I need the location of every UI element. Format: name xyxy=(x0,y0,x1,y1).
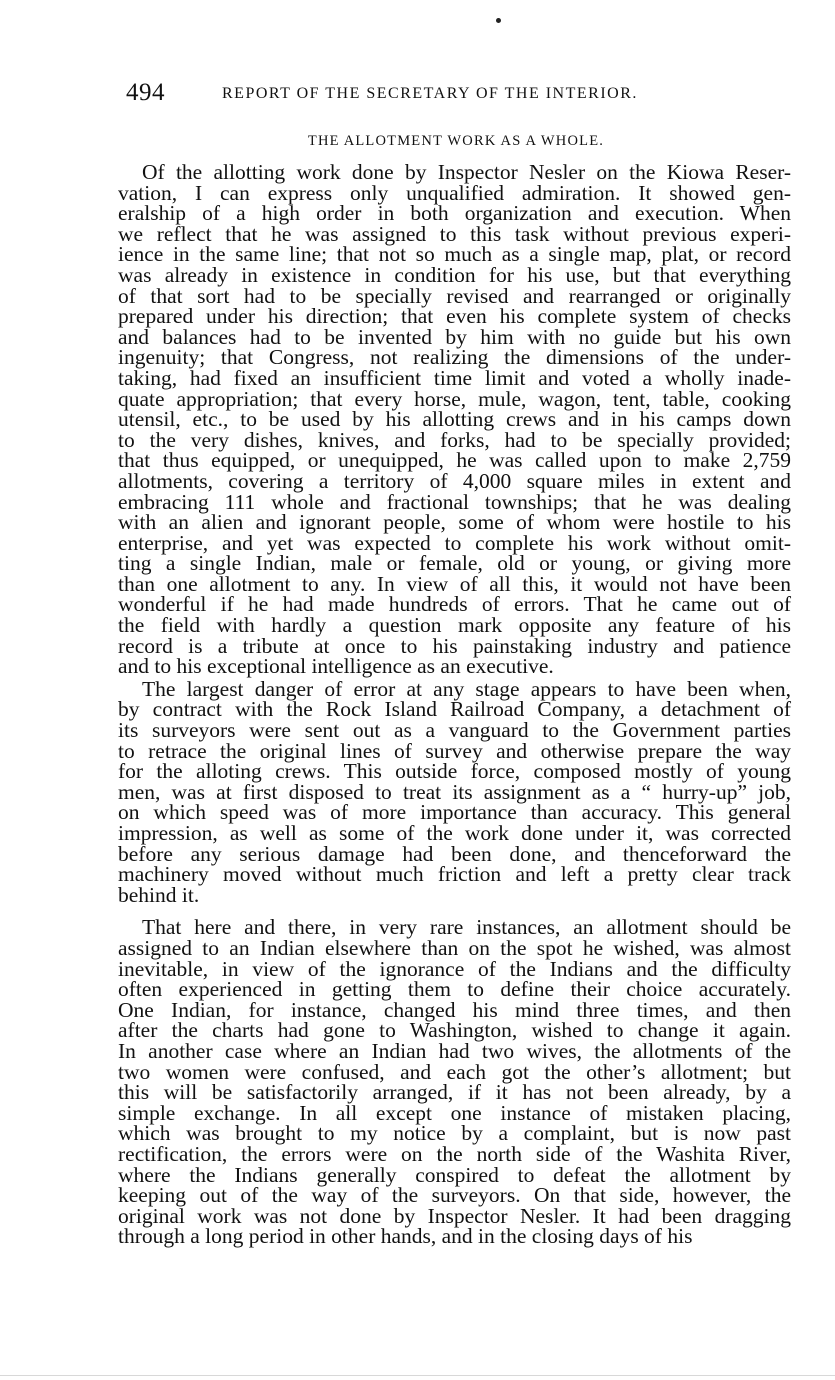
text-line: The largest danger of error at any stage appears to have been when, xyxy=(142,676,791,701)
paragraph-1 xyxy=(118,162,791,677)
running-header xyxy=(122,80,714,110)
paragraph-3 xyxy=(118,917,791,1247)
paragraph-2 xyxy=(118,676,791,907)
text-line: prepared under his direction; that even his complete system of checks xyxy=(118,304,791,329)
text-line: record is a tribute at once to his painstaking industry and patience xyxy=(118,633,791,658)
text-line: assigned to an Indian elsewhere than on the spot he wished, was almost xyxy=(118,935,791,960)
report-title: REPORT OF THE SECRETARY OF THE INTERIOR. xyxy=(222,85,638,102)
text-line: vation, I can express only unqualified admiration. It showed gen- xyxy=(118,180,791,205)
text-line: quate appropriation; that every horse, mule, wagon, tent, table, cooking xyxy=(118,386,791,411)
text-line: we reflect that he was assigned to this task without previous experi- xyxy=(118,221,791,246)
text-line: with an alien and ignorant people, some of whom were hostile to his xyxy=(118,510,791,535)
section-heading: THE ALLOTMENT WORK AS A WHOLE. xyxy=(307,133,605,149)
text-line: to the very dishes, knives, and forks, had to be specially provided; xyxy=(118,427,791,452)
text-line: utensil, etc., to be used by his allotting crews and in his camps down xyxy=(118,407,791,432)
text-line: simple exchange. In all except one instance of mistaken placing, xyxy=(118,1100,791,1125)
text-line: for the alloting crews. This outside force, composed mostly of young xyxy=(118,759,791,784)
text-line: embracing 111 whole and fractional townships; that he was dealing xyxy=(118,489,791,514)
text-line: rectification, the errors were on the north side of the Washita River, xyxy=(118,1141,791,1166)
text-line: That here and there, in very rare instances, an allotment should be xyxy=(142,915,791,940)
text-line: to retrace the original lines of survey and otherwise prepare the way xyxy=(118,738,791,763)
text-line: machinery moved without much friction and left a pretty clear track xyxy=(118,862,791,887)
text-line: often experienced in getting them to define their choice accurately. xyxy=(118,977,791,1002)
text-line: original work was not done by Inspector Nesler. It had been dragging xyxy=(118,1203,791,1228)
text-line: which was brought to my notice by a complaint, but is now past xyxy=(118,1121,791,1146)
text-line: enterprise, and yet was expected to complete his work without omit- xyxy=(118,530,791,555)
text-line: behind it. xyxy=(118,882,200,907)
text-line: before any serious damage had been done, and thenceforward the xyxy=(118,841,791,866)
page-number: 494 xyxy=(126,79,165,106)
text-line: and balances had to be invented by him with no guide but his own xyxy=(118,324,791,349)
text-line: was already in existence in condition for his use, but that everything xyxy=(118,262,791,287)
text-line: that thus equipped, or unequipped, he was called upon to make 2,759 xyxy=(118,448,791,473)
text-line: men, was at first disposed to treat its assignment as a “ hurry-up” job, xyxy=(118,779,791,804)
text-line: eralship of a high order in both organization and execution. When xyxy=(118,201,791,226)
text-line: the field with hardly a question mark opposite any feature of his xyxy=(118,613,791,638)
text-line: impression, as well as some of the work done under it, was corrected xyxy=(118,821,791,845)
text-line: through a long period in other hands, and in the closing days of his xyxy=(118,1224,693,1249)
text-line: of that sort had to be specially revised and rearranged or originally xyxy=(118,283,791,308)
text-line: keeping out of the way of the surveyors. On that side, however, the xyxy=(118,1183,791,1208)
text-line: One Indian, for instance, changed his mind three times, and then xyxy=(118,997,791,1022)
text-line: allotments, covering a territory of 4,000 square miles in extent and xyxy=(118,468,791,493)
text-line: and to his exceptional intelligence as an executive. xyxy=(118,654,554,679)
text-line: where the Indians generally conspired to defeat the allotment by xyxy=(118,1162,791,1187)
text-line: taking, had fixed an insufficient time limit and voted a wholly inade- xyxy=(118,365,791,390)
text-line: In another case where an Indian had two wives, the allotments of the xyxy=(118,1038,791,1063)
text-line: ting a single Indian, male or female, old or young, or giving more xyxy=(118,551,791,576)
text-line: ience in the same line; that not so much as a single map, plat, or record xyxy=(118,242,791,267)
text-line: by contract with the Rock Island Railroad Company, a detachment of xyxy=(118,697,791,722)
page-edge-line xyxy=(0,1375,835,1376)
text-line: wonderful if he had made hundreds of errors. That he came out of xyxy=(118,592,791,617)
text-line: than one allotment to any. In view of all this, it would not have been xyxy=(118,571,791,596)
text-line: ingenuity; that Congress, not realizing the dimensions of the under- xyxy=(118,345,791,370)
body-text xyxy=(118,162,791,1247)
text-line: after the charts had gone to Washington, wished to change it again. xyxy=(118,1018,791,1043)
text-line: this will be satisfactorily arranged, if it has not been already, by a xyxy=(118,1080,791,1105)
text-line: Of the allotting work done by Inspector Nesler on the Kiowa Reser- xyxy=(142,160,791,184)
text-line: two women were confused, and each got the other’s allotment; but xyxy=(118,1059,791,1084)
text-line: inevitable, in view of the ignorance of the Indians and the difficulty xyxy=(118,956,791,981)
text-line: its surveyors were sent out as a vanguard to the Government parties xyxy=(118,718,791,743)
text-line: on which speed was of more importance than accuracy. This general xyxy=(118,800,791,825)
print-speck xyxy=(496,18,501,23)
